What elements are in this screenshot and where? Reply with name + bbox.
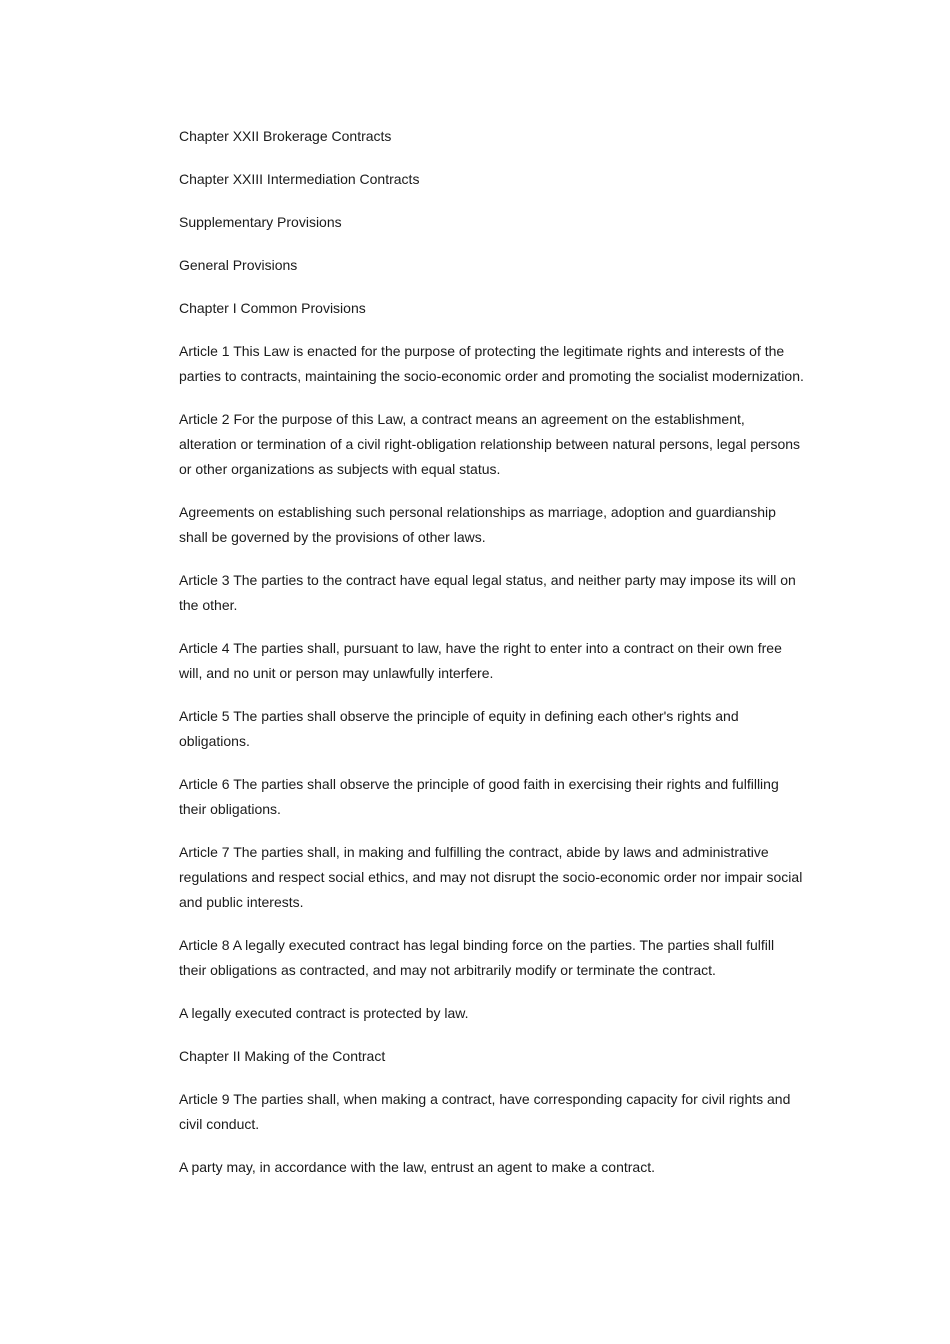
- article-2-paragraph-2: Agreements on establishing such personal relationships as marriage, adoption and guardianship shall be governed by the provisions of other laws.: [179, 504, 776, 545]
- heading-general-provisions: General Provisions: [179, 257, 298, 273]
- article-5: Article 5 The parties shall observe the principle of equity in defining each other's rights and obligations.: [179, 708, 739, 749]
- article-4: Article 4 The parties shall, pursuant to law, have the right to enter into a contract on their own free will, and no unit or person may unlawfully interfere.: [179, 640, 782, 681]
- article-8-paragraph-2: A legally executed contract is protected by law.: [179, 1005, 469, 1021]
- article-8: Article 8 A legally executed contract has legal binding force on the parties. The parties shall fulfill their obligations as contracted, and may not arbitrarily modify or terminate the contract.: [179, 937, 775, 978]
- article-6: Article 6 The parties shall observe the principle of good faith in exercising their rights and fulfilling their obligations.: [179, 776, 779, 817]
- heading-chapter-xxiii: Chapter XXIII Intermediation Contracts: [179, 171, 420, 187]
- heading-chapter-ii: Chapter II Making of the Contract: [179, 1048, 386, 1064]
- document-body: [179, 124, 804, 1198]
- article-9: Article 9 The parties shall, when making a contract, have corresponding capacity for civil rights and civil conduct.: [179, 1091, 791, 1132]
- article-3: Article 3 The parties to the contract have equal legal status, and neither party may impose its will on the other.: [179, 572, 796, 613]
- heading-supplementary-provisions: Supplementary Provisions: [179, 214, 342, 230]
- article-9-paragraph-2: A party may, in accordance with the law, entrust an agent to make a contract.: [179, 1159, 655, 1175]
- article-2: Article 2 For the purpose of this Law, a contract means an agreement on the establishment, alteration or termination of a civil right-obligation relationship between natural persons, legal persons or other organizations as subjects with equal status.: [179, 411, 801, 477]
- heading-chapter-xxii: Chapter XXII Brokerage Contracts: [179, 128, 392, 144]
- article-7: Article 7 The parties shall, in making and fulfilling the contract, abide by laws and administrative regulations and respect social ethics, and may not disrupt the socio-economic order nor impair social and public interests.: [179, 844, 803, 910]
- article-1: Article 1 This Law is enacted for the purpose of protecting the legitimate rights and interests of the parties to contracts, maintaining the socio-economic order and promoting the socialist modernization.: [179, 343, 804, 384]
- heading-chapter-i: Chapter I Common Provisions: [179, 300, 366, 316]
